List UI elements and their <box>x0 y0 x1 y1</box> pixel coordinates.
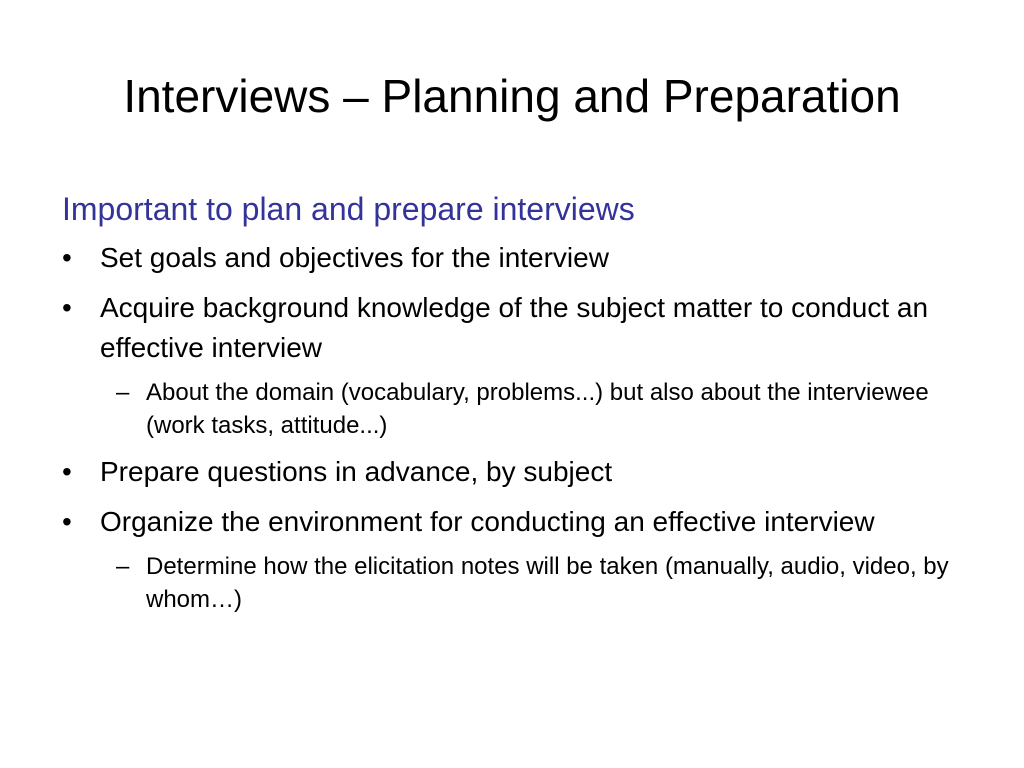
slide-title: Interviews – Planning and Preparation <box>123 70 901 122</box>
sub-list <box>100 550 962 616</box>
sub-marker: – <box>116 553 130 580</box>
bullet-marker: • <box>62 242 72 273</box>
bullet-item-background-knowledge <box>62 288 962 442</box>
sub-text: About the domain (vocabulary, problems...) but also about the interviewee (work tasks, attitude...) <box>146 379 929 439</box>
sub-item-elicitation-notes <box>100 550 962 616</box>
sub-list <box>100 376 962 442</box>
bullet-marker: • <box>62 506 72 537</box>
sub-marker: – <box>116 379 130 406</box>
bullet-text: Prepare questions in advance, by subject <box>100 456 613 487</box>
sub-item-domain <box>100 376 962 442</box>
bullet-item-organize-environment <box>62 502 962 616</box>
slide-content <box>62 188 962 626</box>
lead-text: Important to plan and prepare interviews <box>62 191 635 227</box>
bullet-marker: • <box>62 456 72 487</box>
bullet-item-goals <box>62 238 962 278</box>
bullet-text: Set goals and objectives for the interview <box>100 242 609 273</box>
bullet-marker: • <box>62 292 72 323</box>
bullet-item-prepare-questions <box>62 452 962 492</box>
bullet-text: Organize the environment for conducting an effective interview <box>100 506 875 537</box>
sub-text: Determine how the elicitation notes will be taken (manually, audio, video, by whom…) <box>146 553 949 613</box>
bullet-text: Acquire background knowledge of the subject matter to conduct an effective interview <box>100 292 929 363</box>
bullet-list <box>62 238 962 616</box>
